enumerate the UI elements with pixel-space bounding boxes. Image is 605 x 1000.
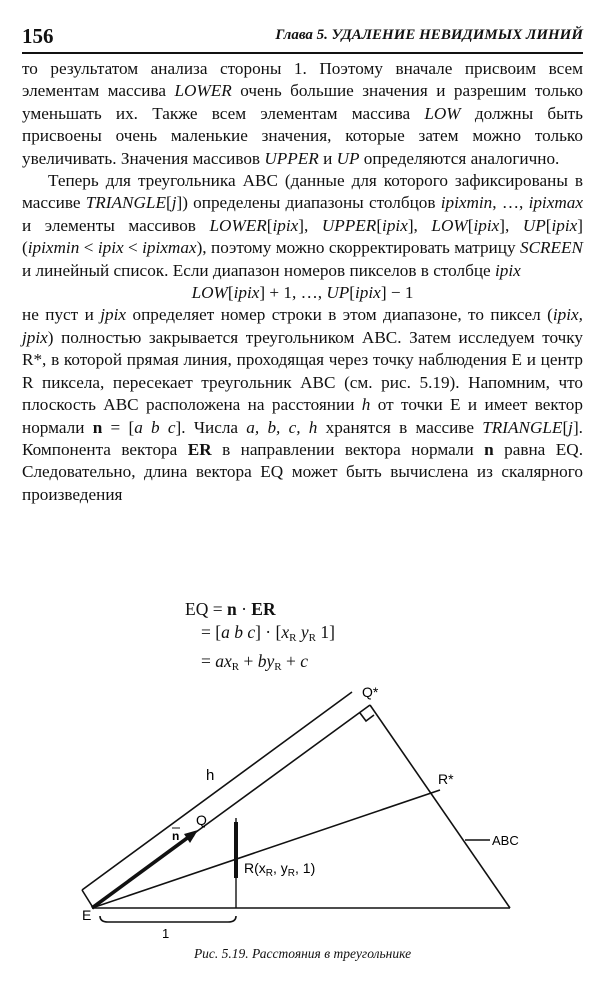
label-e: E [82, 907, 92, 923]
label-r: $R(x_R$, $y_R$, 1) [244, 860, 316, 879]
h-tick-start [82, 890, 92, 906]
unit-brace [100, 916, 236, 922]
paragraph-1: то результатом анализа стороны 1. Поэтому вначале присвоим всем элементам массива LOWER очень большие значения и разрешим только уменьшать их. Также всем элементам массива LOW должны быть присвоены очень маленькие значения, которые затем можно только увеличивать. Значения массивов UPPER и UP определяются аналогично. [22, 59, 584, 168]
label-q: Q [196, 812, 207, 828]
label-one: 1 [162, 926, 170, 941]
right-angle-mark [360, 713, 374, 721]
label-r-star: R* [438, 771, 454, 787]
equation-line-3: = $ax_R + by_R + c$ [201, 651, 309, 673]
label-q-star: Q* [362, 684, 379, 700]
figure-caption: Рис. 5.19. Расстояния в треугольнике [193, 946, 412, 961]
label-n: n [172, 829, 180, 843]
point-q [190, 833, 195, 838]
page-number: 156 [22, 24, 54, 48]
equation-line-2: = [a b $c] \cdot [x_R$ $y_R$ 1] [201, 622, 335, 644]
ray-e-rstar [92, 790, 440, 908]
body-text [22, 58, 583, 506]
triangle-diagram [0, 680, 605, 950]
figure-5-19 [0, 680, 605, 950]
chapter-title: Глава 5. УДАЛЕНИЕ НЕВИДИМЫХ ЛИНИЙ [275, 27, 583, 43]
paragraph-2: Теперь для треугольника ABC (данные для которого зафиксированы в массиве TRIANGLE[j]) определены диапазоны столбцов ipixmin, …, ipixmax и элементы массивов LOWER[ipix], UPPER[ipix], LOW[ipix], UP[ipix] (ipixmin < ipix < ipixmax), поэтому можно скорректировать матрицу SCREEN и линейный список. Если диапазон номеров пикселов в столбце ipix [22, 171, 583, 280]
label-abc: ABC [492, 833, 519, 848]
equation-line-1: EQ = n · ER [185, 599, 276, 619]
paragraph-3: не пуст и jpix определяет номер строки в этом диапазоне, то пиксел (ipix, jpix) полностью закрывается треугольником ABC. Затем исследуем точку R*, в которой прямая линия, проходящая через точку наблюдения E и центр R пиксела, пересекает треугольник ABC (см. рис. 5.19). Напомним, что плоскость ABC расположена на расстоянии h от точки E и имеет вектор нормали n = [a b c]. Числа a, b, c, h хранятся в массиве TRIANGLE[j]. Компонента вектора ER в направлении вектора нормали n равна EQ. Следовательно, длина вектора EQ может быть вычислена из скалярного произведения [22, 305, 583, 504]
page-header [22, 24, 583, 54]
label-h: h [206, 767, 215, 784]
dot-product-equation [185, 598, 335, 679]
range-formula: LOW[ipix] + 1, …, UP[ipix] − 1 [191, 283, 414, 303]
